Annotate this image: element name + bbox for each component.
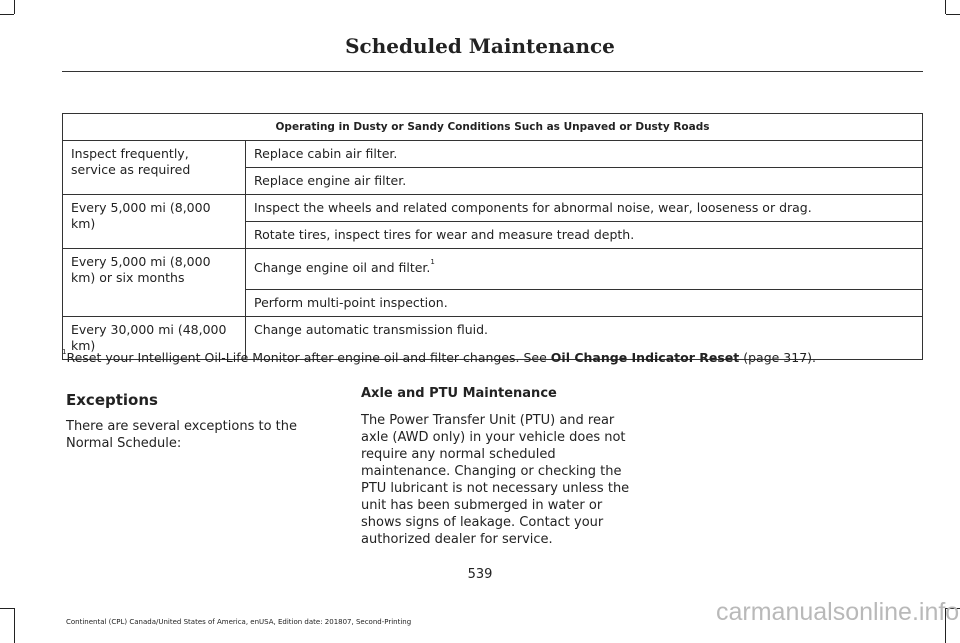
edition-line: Continental (CPL) Canada/United States of America, enUSA, Edition date: 201807, Second-Printing <box>66 618 412 626</box>
crop-mark <box>14 0 15 14</box>
axle-body: The Power Transfer Unit (PTU) and rear axle (AWD only) in your vehicle does not require any normal scheduled maintenance. Changing or checking the PTU lubricant is not necessary unless the unit has been submerged in water or shows signs of leakage. Contact your authorized dealer for service. <box>361 413 630 547</box>
task-cell: Perform multi-point inspection. <box>246 290 923 317</box>
page-title: Scheduled Maintenance <box>345 34 615 58</box>
footnote-link[interactable]: Oil Change Indicator Reset <box>550 350 740 365</box>
axle-heading: Axle and PTU Maintenance <box>361 386 557 401</box>
crop-mark <box>14 608 15 643</box>
task-cell: Rotate tires, inspect tires for wear and measure tread depth. <box>246 222 923 249</box>
exceptions-body: There are several exceptions to the Normal Schedule: <box>66 419 297 451</box>
table-caption: Operating in Dusty or Sandy Conditions Such as Unpaved or Dusty Roads <box>63 114 923 141</box>
interval-cell: Every 30,000 mi (48,000 km) <box>63 317 246 360</box>
task-cell: Replace engine air filter. <box>246 168 923 195</box>
footnote-marker: 1 <box>430 258 435 266</box>
crop-mark <box>0 14 14 15</box>
task-cell <box>246 249 923 290</box>
footnote <box>62 348 816 365</box>
footnote-text: Reset your Intelligent Oil-Life Monitor after engine oil and filter changes. See <box>66 350 547 365</box>
interval-cell: Every 5,000 mi (8,000 km) <box>63 195 246 249</box>
maintenance-table <box>62 113 923 360</box>
task-cell: Replace cabin air filter. <box>246 141 923 168</box>
crop-mark <box>946 14 960 15</box>
footnote-page-ref: (page 317). <box>743 350 816 365</box>
interval-cell: Every 5,000 mi (8,000 km) or six months <box>63 249 246 317</box>
crop-mark <box>0 608 14 609</box>
watermark: carmanualsonline.info <box>716 598 960 626</box>
crop-mark <box>945 0 946 14</box>
task-cell: Inspect the wheels and related components for abnormal noise, wear, looseness or drag. <box>246 195 923 222</box>
task-cell: Change automatic transmission fluid. <box>246 317 923 360</box>
interval-cell: Inspect frequently, service as required <box>63 141 246 195</box>
footnote-marker: 1 <box>62 348 67 356</box>
title-divider <box>62 71 923 72</box>
task-text: Change engine oil and filter. <box>254 260 431 275</box>
page-number: 539 <box>467 567 493 582</box>
exceptions-heading: Exceptions <box>66 391 158 409</box>
